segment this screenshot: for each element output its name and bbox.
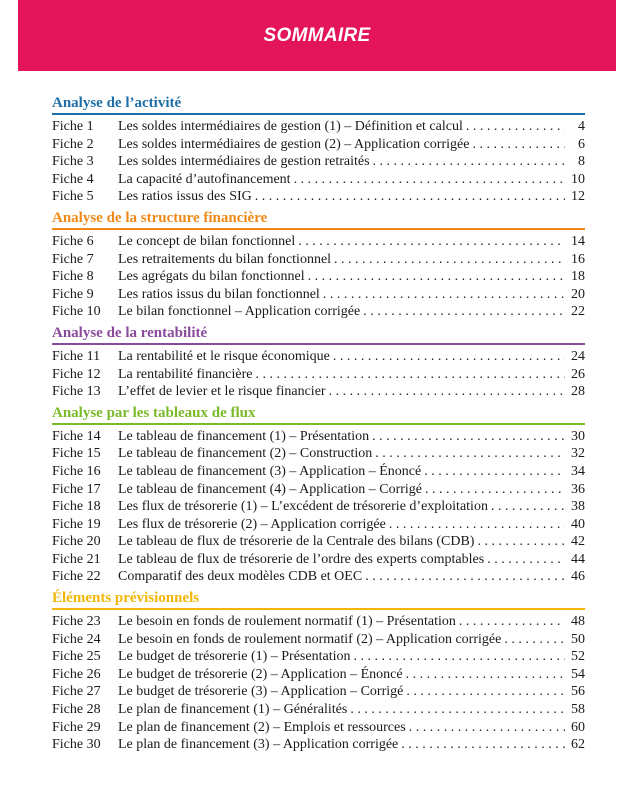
entry-title: Le tableau de flux de trésorerie de la Centrale des bilans (CDB) [118, 534, 475, 550]
entry-title: Les soldes intermédiaires de gestion (2) – Application corrigée [118, 136, 470, 152]
entry-page-number: 18 [571, 269, 585, 285]
entry-page-number: 30 [571, 428, 585, 444]
entry-number: Fiche 9 [52, 286, 94, 302]
entry-page-number: 16 [571, 251, 585, 267]
dot-leader [484, 551, 565, 569]
entry-page-number: 4 [578, 119, 585, 134]
entry-title: Les flux de trésorerie (2) – Application corrigée [118, 516, 386, 532]
entry-title: Les flux de trésorerie (1) – L’excédent de trésorerie d’exploitation [118, 499, 488, 515]
entry-title: Le besoin en fonds de roulement normatif (1) – Présentation [118, 614, 456, 630]
entry-page-number: 34 [571, 463, 585, 479]
entry-page-number: 8 [578, 154, 585, 170]
toc-entry[interactable] [52, 188, 585, 206]
toc-entry[interactable] [52, 463, 585, 481]
toc-entry[interactable] [52, 648, 585, 666]
toc-entry[interactable] [52, 383, 585, 401]
entry-title: Les soldes intermédiaires de gestion retraités [118, 154, 370, 170]
toc-entry[interactable] [52, 445, 585, 463]
dot-leader [386, 516, 565, 534]
entry-title: Les ratios issus du bilan fonctionnel [118, 286, 320, 302]
entry-page-number: 32 [571, 446, 585, 462]
entry-page-number: 56 [571, 684, 585, 700]
dot-leader [305, 268, 565, 286]
dot-leader [370, 153, 565, 171]
dot-leader [469, 136, 565, 154]
toc-entry[interactable] [52, 631, 585, 649]
dot-leader [291, 171, 565, 189]
entry-page-number: 14 [571, 233, 585, 249]
entry-title: Les soldes intermédiaires de gestion (1) – Définition et calcul [118, 119, 463, 134]
dot-leader [369, 428, 565, 446]
dot-leader [350, 648, 565, 666]
entry-number: Fiche 14 [52, 428, 101, 444]
entry-number: Fiche 5 [52, 189, 94, 205]
dot-leader [403, 683, 565, 701]
toc-entry[interactable] [52, 568, 585, 586]
toc-entry[interactable] [52, 481, 585, 499]
dot-leader [347, 701, 565, 719]
entry-title: Le tableau de financement (4) – Application – Corrigé [118, 481, 423, 497]
toc-entry[interactable] [52, 666, 585, 684]
entry-page-number: 36 [571, 481, 585, 497]
entry-page-number: 58 [571, 702, 585, 718]
entry-number: Fiche 20 [52, 534, 101, 550]
entry-page-number: 20 [571, 286, 585, 302]
entry-page-number: 60 [571, 719, 585, 735]
entry-page-number: 10 [571, 171, 585, 187]
entry-number: Fiche 25 [52, 649, 101, 665]
entry-title: Le tableau de financement (1) – Présentation [118, 428, 370, 444]
dot-leader [474, 533, 565, 551]
entry-title: Le plan de financement (1) – Généralités [118, 702, 348, 718]
dot-leader [252, 366, 565, 384]
toc-section [52, 209, 585, 321]
dot-leader [501, 631, 565, 649]
entry-number: Fiche 3 [52, 154, 94, 170]
entry-title: Le budget de trésorerie (3) – Application – Corrigé [118, 684, 404, 700]
entry-title: La rentabilité financière [118, 366, 253, 382]
entry-page-number: 46 [571, 569, 585, 585]
dot-leader [372, 445, 565, 463]
toc-section [52, 404, 585, 586]
entry-number: Fiche 13 [52, 384, 101, 400]
entry-page-number: 54 [571, 666, 585, 682]
dot-leader [295, 233, 565, 251]
entry-title: Le bilan fonctionnel – Application corrigée [118, 304, 361, 320]
entry-number: Fiche 17 [52, 481, 101, 497]
entry-number: Fiche 30 [52, 737, 101, 753]
toc-entry[interactable] [52, 303, 585, 321]
toc-entry[interactable] [52, 286, 585, 304]
section-heading: Éléments prévisionnels [52, 589, 585, 610]
entry-title: Le plan de financement (3) – Application corrigée [118, 737, 399, 753]
dot-leader [326, 383, 565, 401]
entry-number: Fiche 15 [52, 446, 101, 462]
entry-page-number: 24 [571, 348, 585, 364]
dot-leader [463, 118, 565, 136]
entry-number: Fiche 2 [52, 136, 94, 152]
section-heading: Analyse de la rentabilité [52, 324, 585, 345]
toc-entry[interactable] [52, 701, 585, 719]
dot-leader [456, 613, 565, 631]
entry-title: La rentabilité et le risque économique [118, 348, 330, 364]
toc-entry[interactable] [52, 171, 585, 189]
dot-leader [422, 481, 565, 499]
entry-title: Le tableau de financement (2) – Construction [118, 446, 373, 462]
entry-number: Fiche 19 [52, 516, 101, 532]
entry-number: Fiche 27 [52, 684, 101, 700]
toc-entry[interactable] [52, 366, 585, 384]
section-heading: Analyse par les tableaux de flux [52, 404, 585, 425]
entry-title: Le budget de trésorerie (2) – Application – Énoncé [118, 666, 403, 682]
entry-title: Le concept de bilan fonctionnel [118, 233, 296, 249]
entry-title: Les agrégats du bilan fonctionnel [118, 269, 305, 285]
toc-entry[interactable] [52, 736, 585, 754]
entry-number: Fiche 26 [52, 666, 101, 682]
dot-leader [362, 568, 565, 586]
entry-title: La capacité d’autofinancement [118, 171, 291, 187]
dot-leader [406, 719, 565, 737]
toc-entry[interactable] [52, 348, 585, 366]
toc-section [52, 589, 585, 754]
dot-leader [398, 736, 565, 754]
header-banner [18, 0, 616, 71]
dot-leader [403, 666, 565, 684]
entry-title: Le budget de trésorerie (1) – Présentation [118, 649, 351, 665]
dot-leader [488, 498, 565, 516]
entry-title: Le besoin en fonds de roulement normatif (2) – Application corrigée [118, 631, 502, 647]
toc-entry[interactable] [52, 613, 585, 631]
entry-page-number: 48 [571, 614, 585, 630]
toc-entry[interactable] [52, 533, 585, 551]
entry-number: Fiche 18 [52, 499, 101, 515]
toc-entry[interactable] [52, 268, 585, 286]
toc-entry[interactable] [52, 683, 585, 701]
toc-section [52, 94, 585, 206]
toc-entry[interactable] [52, 251, 585, 269]
entry-number: Fiche 1 [52, 119, 94, 134]
toc-entry[interactable] [52, 153, 585, 171]
dot-leader [331, 251, 565, 269]
entry-page-number: 44 [571, 551, 585, 567]
entry-title: Les retraitements du bilan fonctionnel [118, 251, 332, 267]
page-title: SOMMAIRE [263, 24, 371, 46]
toc-section [52, 324, 585, 401]
entry-number: Fiche 8 [52, 269, 94, 285]
entry-number: Fiche 12 [52, 366, 101, 382]
entry-number: Fiche 10 [52, 304, 101, 320]
entry-number: Fiche 21 [52, 551, 101, 567]
entry-page-number: 38 [571, 499, 585, 515]
entry-page-number: 26 [571, 366, 585, 382]
entry-title: Les ratios issus des SIG [118, 189, 252, 205]
entry-number: Fiche 6 [52, 233, 94, 249]
entry-number: Fiche 7 [52, 251, 94, 267]
entry-page-number: 52 [571, 649, 585, 665]
entry-page-number: 42 [571, 534, 585, 550]
dot-leader [421, 463, 565, 481]
entry-page-number: 28 [571, 384, 585, 400]
entry-title: Le tableau de flux de trésorerie de l’ordre des experts comptables [118, 551, 485, 567]
entry-page-number: 40 [571, 516, 585, 532]
dot-leader [320, 286, 565, 304]
toc-entry[interactable] [52, 498, 585, 516]
toc-entry[interactable] [52, 719, 585, 737]
dot-leader [330, 348, 565, 366]
entry-number: Fiche 24 [52, 631, 101, 647]
entry-number: Fiche 4 [52, 171, 94, 187]
entry-page-number: 6 [578, 136, 585, 152]
toc-entry[interactable] [52, 233, 585, 251]
dot-leader [252, 188, 565, 206]
entry-page-number: 22 [571, 304, 585, 320]
entry-number: Fiche 16 [52, 463, 101, 479]
section-heading: Analyse de la structure financière [52, 209, 585, 230]
entry-number: Fiche 22 [52, 569, 101, 585]
entry-number: Fiche 23 [52, 614, 101, 630]
entry-title: Le plan de financement (2) – Emplois et ressources [118, 719, 406, 735]
toc-entry[interactable] [52, 136, 585, 154]
toc-entry[interactable] [52, 551, 585, 569]
entry-number: Fiche 28 [52, 702, 101, 718]
toc-entry[interactable] [52, 118, 585, 136]
entry-title: Comparatif des deux modèles CDB et OEC [118, 569, 363, 585]
entry-page-number: 50 [571, 631, 585, 647]
section-heading: Analyse de l’activité [52, 94, 585, 115]
toc-entry[interactable] [52, 428, 585, 446]
entry-page-number: 12 [571, 189, 585, 205]
entry-title: Le tableau de financement (3) – Application – Énoncé [118, 463, 422, 479]
entry-number: Fiche 29 [52, 719, 101, 735]
entry-page-number: 62 [571, 737, 585, 753]
dot-leader [360, 303, 565, 321]
entry-number: Fiche 11 [52, 348, 101, 364]
table-of-contents [52, 94, 585, 754]
toc-entry[interactable] [52, 516, 585, 534]
entry-title: L’effet de levier et le risque financier [118, 384, 326, 400]
